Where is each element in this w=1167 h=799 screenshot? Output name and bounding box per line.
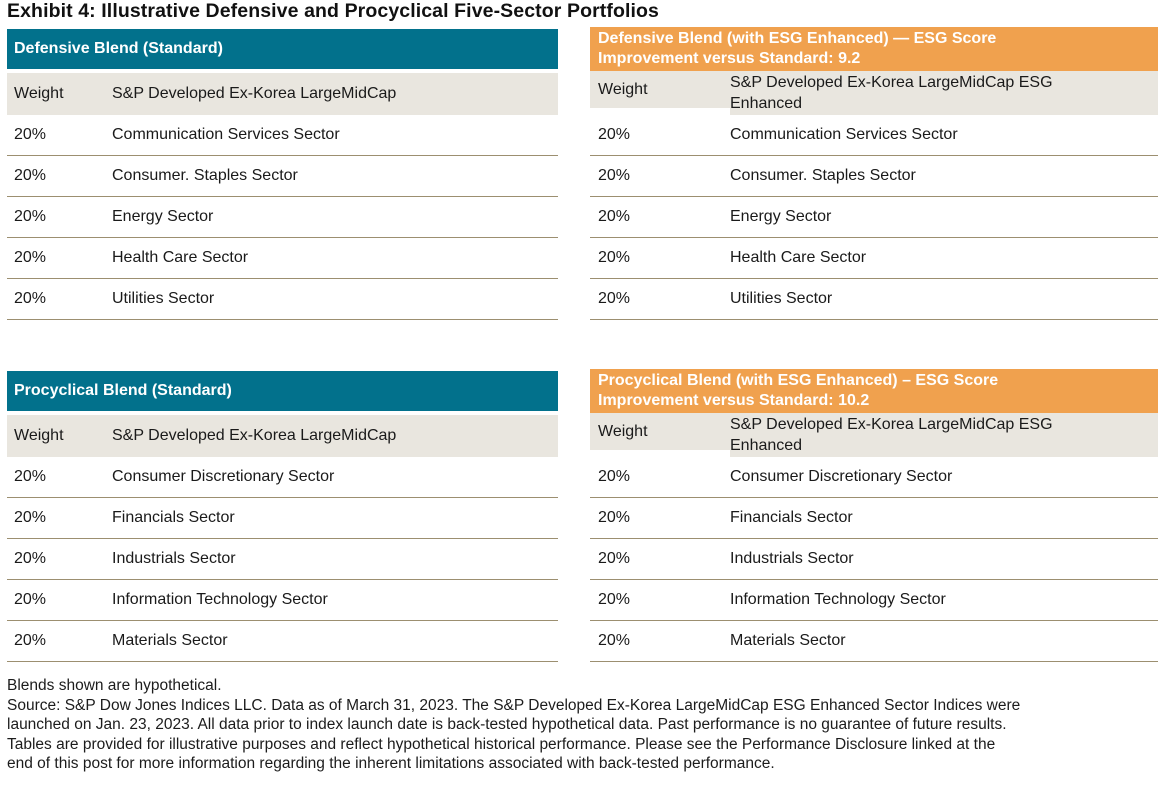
row-weight: 20% xyxy=(598,208,631,225)
table-row xyxy=(7,621,558,662)
row-weight: 20% xyxy=(14,208,47,225)
row-sector: Consumer. Staples Sector xyxy=(730,167,916,184)
row-sector: Consumer Discretionary Sector xyxy=(112,468,335,485)
table-procyclical-standard xyxy=(7,371,558,662)
table-header-procyclical-standard xyxy=(7,371,558,411)
column-header-index: S&P Developed Ex-Korea LargeMidCap ESG Enhanced xyxy=(730,71,1158,115)
table-header-procyclical-esg xyxy=(590,369,1158,413)
table-subheader xyxy=(590,413,1158,457)
footnote-hypothetical: Blends shown are hypothetical. xyxy=(7,677,222,694)
table-row xyxy=(590,498,1158,539)
table-row xyxy=(590,457,1158,498)
table-header-defensive-standard xyxy=(7,29,558,69)
row-sector: Utilities Sector xyxy=(730,290,833,307)
row-weight: 20% xyxy=(14,468,47,485)
page-title: Exhibit 4: Illustrative Defensive and Procyclical Five-Sector Portfolios xyxy=(7,0,659,22)
table-defensive-esg xyxy=(590,27,1158,320)
table-row xyxy=(7,279,558,320)
row-sector: Industrials Sector xyxy=(730,550,854,567)
table-row xyxy=(590,539,1158,580)
column-header-weight: Weight xyxy=(14,427,64,444)
table-header-label: Procyclical Blend (with ESG Enhanced) – ESG Score Improvement versus Standard: 10.2 xyxy=(598,372,999,409)
table-row xyxy=(7,457,558,498)
row-weight: 20% xyxy=(598,509,631,526)
row-sector: Industrials Sector xyxy=(112,550,236,567)
footnote xyxy=(7,676,1022,774)
row-weight: 20% xyxy=(14,126,47,143)
table-row xyxy=(590,197,1158,238)
row-sector: Utilities Sector xyxy=(112,290,215,307)
column-header-weight: Weight xyxy=(14,85,64,102)
table-row xyxy=(590,238,1158,279)
table-row xyxy=(7,539,558,580)
row-sector: Materials Sector xyxy=(730,632,846,649)
row-weight: 20% xyxy=(14,632,47,649)
table-row xyxy=(590,279,1158,320)
row-weight: 20% xyxy=(14,167,47,184)
table-row xyxy=(590,115,1158,156)
row-sector: Consumer Discretionary Sector xyxy=(730,468,953,485)
column-header-weight: Weight xyxy=(590,413,730,457)
column-header-weight: Weight xyxy=(590,71,730,115)
row-weight: 20% xyxy=(598,468,631,485)
row-weight: 20% xyxy=(14,591,47,608)
column-header-index: S&P Developed Ex-Korea LargeMidCap xyxy=(112,427,397,444)
table-header-label: Procyclical Blend (Standard) xyxy=(14,382,232,399)
row-sector: Financials Sector xyxy=(112,509,235,526)
table-header-defensive-esg xyxy=(590,27,1158,71)
footnote-source: Source: S&P Dow Jones Indices LLC. Data as of March 31, 2023. The S&P Developed Ex-Korea LargeMidCap ESG Enhanced Sector Indices were launched on Jan. 23, 2023. All data prior to index launch date is back-tested hypothetical data. Past performance is no guarantee of future results. Tables are provided for illustrative purposes and reflect hypothetical historical performance. Please see the Performance Disclosure linked at the end of this post for more information regarding the inherent limitations associated with back-tested performance. xyxy=(7,696,1021,772)
table-row xyxy=(7,238,558,279)
row-sector: Information Technology Sector xyxy=(730,591,946,608)
table-subheader xyxy=(7,415,558,457)
table-defensive-standard xyxy=(7,29,558,320)
table-header-label: Defensive Blend (Standard) xyxy=(14,40,223,57)
table-row xyxy=(7,580,558,621)
row-weight: 20% xyxy=(598,167,631,184)
table-row xyxy=(590,580,1158,621)
row-sector: Communication Services Sector xyxy=(730,126,958,143)
row-sector: Materials Sector xyxy=(112,632,228,649)
row-weight: 20% xyxy=(14,249,47,266)
row-sector: Health Care Sector xyxy=(730,249,867,266)
row-sector: Financials Sector xyxy=(730,509,853,526)
row-sector: Energy Sector xyxy=(112,208,214,225)
row-weight: 20% xyxy=(598,632,631,649)
row-sector: Consumer. Staples Sector xyxy=(112,167,298,184)
row-weight: 20% xyxy=(598,249,631,266)
row-weight: 20% xyxy=(14,550,47,567)
row-sector: Energy Sector xyxy=(730,208,832,225)
row-sector: Health Care Sector xyxy=(112,249,249,266)
table-row xyxy=(7,498,558,539)
table-row xyxy=(590,156,1158,197)
column-header-index: S&P Developed Ex-Korea LargeMidCap xyxy=(112,85,397,102)
table-row xyxy=(7,156,558,197)
row-weight: 20% xyxy=(14,290,47,307)
column-header-index: S&P Developed Ex-Korea LargeMidCap ESG Enhanced xyxy=(730,413,1158,457)
row-sector: Communication Services Sector xyxy=(112,126,340,143)
row-weight: 20% xyxy=(598,550,631,567)
table-row xyxy=(590,621,1158,662)
table-subheader xyxy=(590,71,1158,115)
row-sector: Information Technology Sector xyxy=(112,591,328,608)
table-header-label: Defensive Blend (with ESG Enhanced) — ESG Score Improvement versus Standard: 9.2 xyxy=(598,30,997,67)
table-procyclical-esg xyxy=(590,369,1158,662)
row-weight: 20% xyxy=(598,126,631,143)
table-row xyxy=(7,197,558,238)
row-weight: 20% xyxy=(14,509,47,526)
table-subheader xyxy=(7,73,558,115)
row-weight: 20% xyxy=(598,591,631,608)
row-weight: 20% xyxy=(598,290,631,307)
table-row xyxy=(7,115,558,156)
